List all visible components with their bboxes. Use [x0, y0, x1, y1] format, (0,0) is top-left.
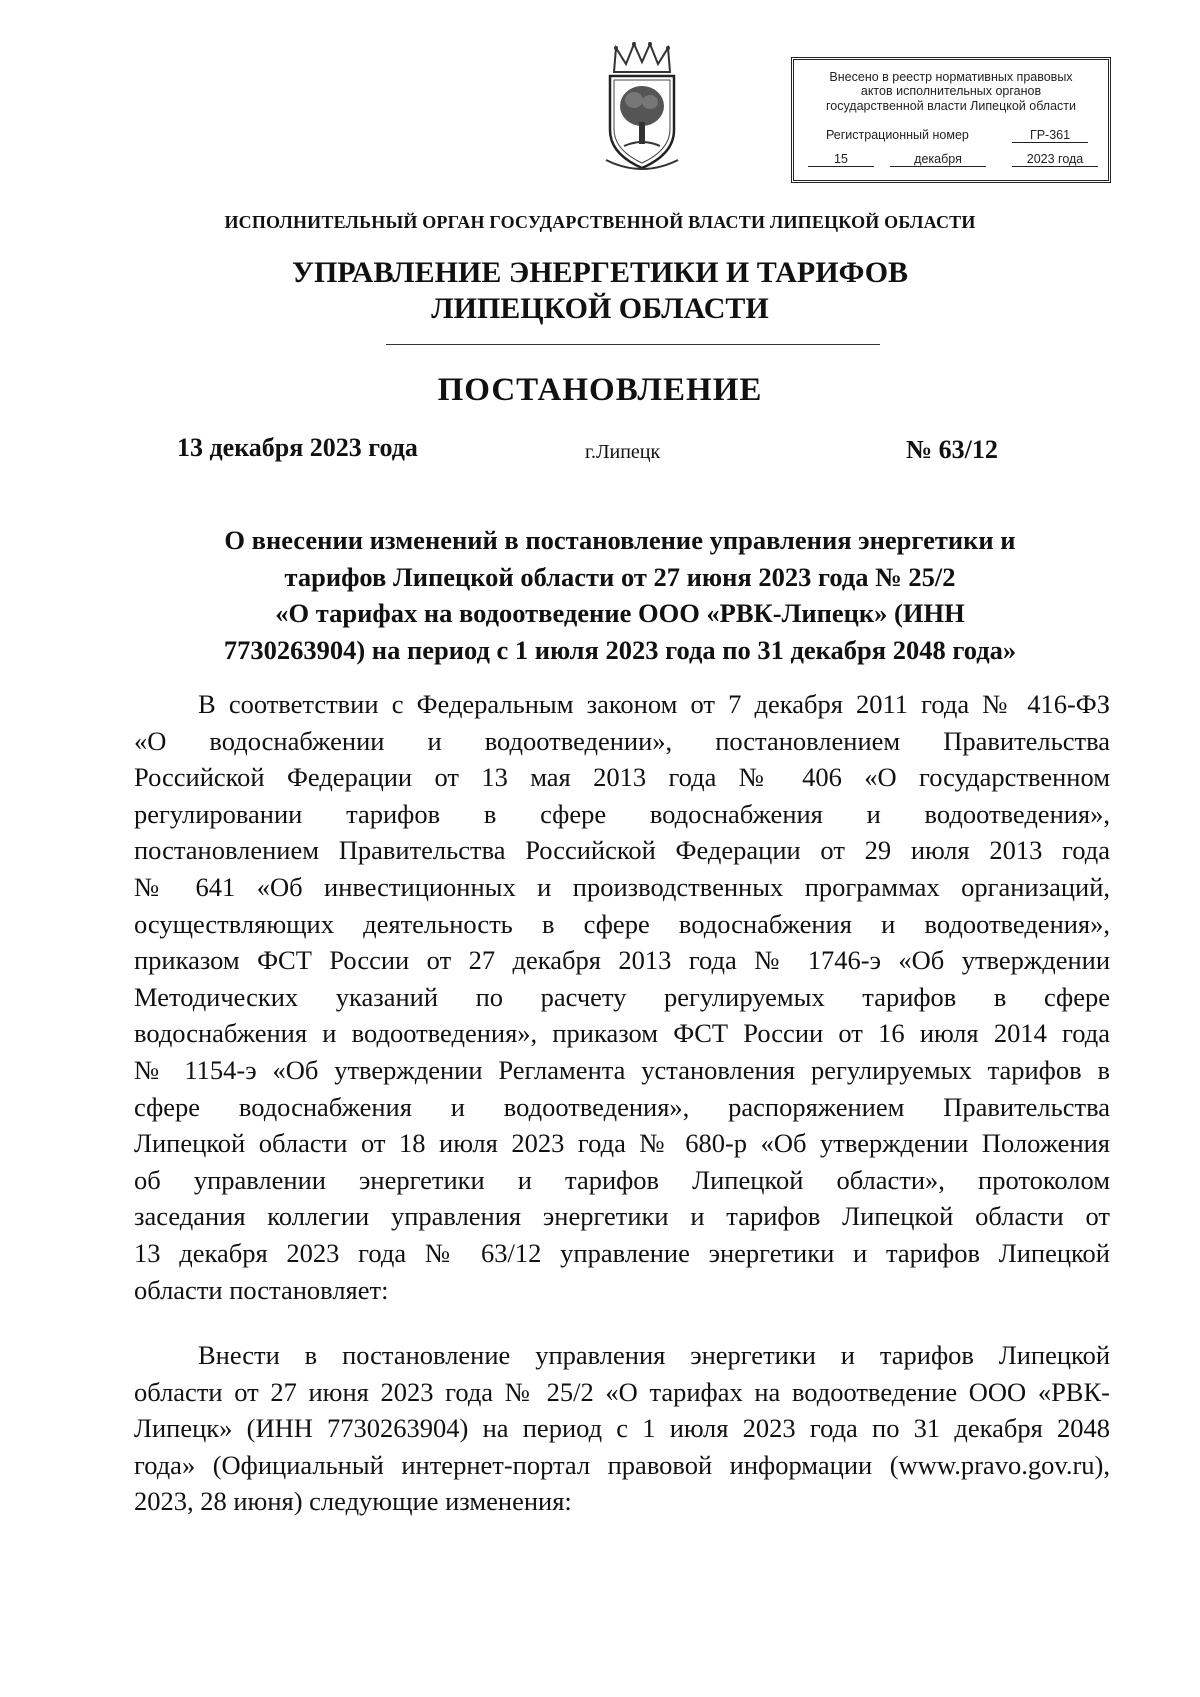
paragraph-line: «О водоснабжении и водоотведении», постановлением Правительства — [134, 725, 1110, 756]
document-type: ПОСТАНОВЛЕНИЕ — [437, 372, 763, 408]
stamp-line-2: актов исполнительных органов — [860, 84, 1042, 98]
title-line: тарифов Липецкой области от 27 июня 2023 года № 25/2 — [284, 561, 956, 592]
stamp-day: 15 — [808, 152, 874, 167]
coat-of-arms-emblem — [604, 42, 680, 178]
stamp-line-1: Внесено в реестр нормативных правовых — [829, 70, 1073, 84]
preamble-paragraph — [134, 686, 1110, 1308]
title-line: О внесении изменений в постановление управления энергетики и — [224, 525, 1016, 555]
issuing-organization: ИСПОЛНИТЕЛЬНЫЙ ОРГАН ГОСУДАРСТВЕННОЙ ВЛАСТИ ЛИПЕЦКОЙ ОБЛАСТИ — [224, 212, 976, 232]
stamp-reg-number: ГР-361 — [1012, 128, 1088, 143]
paragraph-line: регулировании тарифов в сфере водоснабжения и водоотведения», — [134, 798, 1110, 829]
stamp-year: 2023 года — [1012, 152, 1098, 167]
document-title — [160, 522, 1080, 668]
department-name — [0, 255, 1200, 327]
stamp-reg-label: Регистрационный номер — [826, 128, 969, 142]
department-line-1: УПРАВЛЕНИЕ ЭНЕРГЕТИКИ И ТАРИФОВ — [291, 256, 909, 289]
paragraph-line: Липецк» (ИНН 7730263904) на период с 1 июля 2023 года по 31 декабря 2048 — [134, 1413, 1110, 1444]
paragraph-line: № 641 «Об инвестиционных и производственных программах организаций, — [134, 871, 1110, 902]
paragraph-line: водоснабжения и водоотведения», приказом ФСТ России от 16 июля 2014 года — [134, 1018, 1110, 1049]
resolution-paragraph — [134, 1337, 1110, 1520]
paragraph-line: года» (Официальный интернет-портал правовой информации (www.pravo.gov.ru), — [134, 1449, 1110, 1480]
paragraph-line: 13 декабря 2023 года № 63/12 управление энергетики и тарифов Липецкой — [134, 1237, 1110, 1268]
paragraph-line: Липецкой области от 18 июля 2023 года № 680-р «Об утверждении Положения — [134, 1128, 1110, 1159]
department-line-2: ЛИПЕЦКОЙ ОБЛАСТИ — [431, 292, 769, 325]
paragraph-line: сфере водоснабжения и водоотведения», распоряжением Правительства — [134, 1091, 1110, 1122]
paragraph-line: В соответствии с Федеральным законом от 7 декабря 2011 года № 416-ФЗ — [198, 689, 1110, 719]
paragraph-line: Методических указаний по расчету регулируемых тарифов в сфере — [134, 981, 1110, 1012]
title-line: 7730263904) на период с 1 июля 2023 года по 31 декабря 2048 года» — [223, 634, 1017, 665]
registry-stamp — [791, 57, 1111, 183]
document-city: г.Липецк — [585, 441, 661, 463]
paragraph-line: осуществляющих деятельность в сфере водоснабжения и водоотведения», — [134, 908, 1110, 939]
stamp-line-3: государственной власти Липецкой области — [825, 99, 1077, 113]
paragraph-line: об управлении энергетики и тарифов Липецкой области», протоколом — [134, 1164, 1110, 1195]
document-date: 13 декабря 2023 года — [177, 433, 418, 462]
stamp-month: декабря — [890, 152, 986, 167]
paragraph-line: заседания коллегии управления энергетики и тарифов Липецкой области от — [134, 1201, 1110, 1232]
paragraph-line: 2023, 28 июня) следующие изменения: — [134, 1486, 572, 1517]
paragraph-line: приказом ФСТ России от 27 декабря 2013 года № 1746-э «Об утверждении — [134, 945, 1110, 976]
paragraph-line: области постановляет: — [134, 1274, 389, 1305]
paragraph-line: Российской Федерации от 13 мая 2013 года № 406 «О государственном — [134, 762, 1110, 793]
paragraph-line: Внести в постановление управления энергетики и тарифов Липецкой — [198, 1340, 1110, 1370]
title-line: «О тарифах на водоотведение ООО «РВК-Липецк» (ИНН — [275, 598, 965, 628]
paragraph-line: постановлением Правительства Российской Федерации от 29 июля 2013 года — [134, 835, 1110, 866]
paragraph-line: № 1154-э «Об утверждении Регламента установления регулируемых тарифов в — [134, 1054, 1110, 1085]
header-divider — [386, 344, 880, 345]
paragraph-line: области от 27 июня 2023 года № 25/2 «О тарифах на водоотведение ООО «РВК- — [134, 1376, 1110, 1407]
document-number: № 63/12 — [906, 435, 998, 464]
